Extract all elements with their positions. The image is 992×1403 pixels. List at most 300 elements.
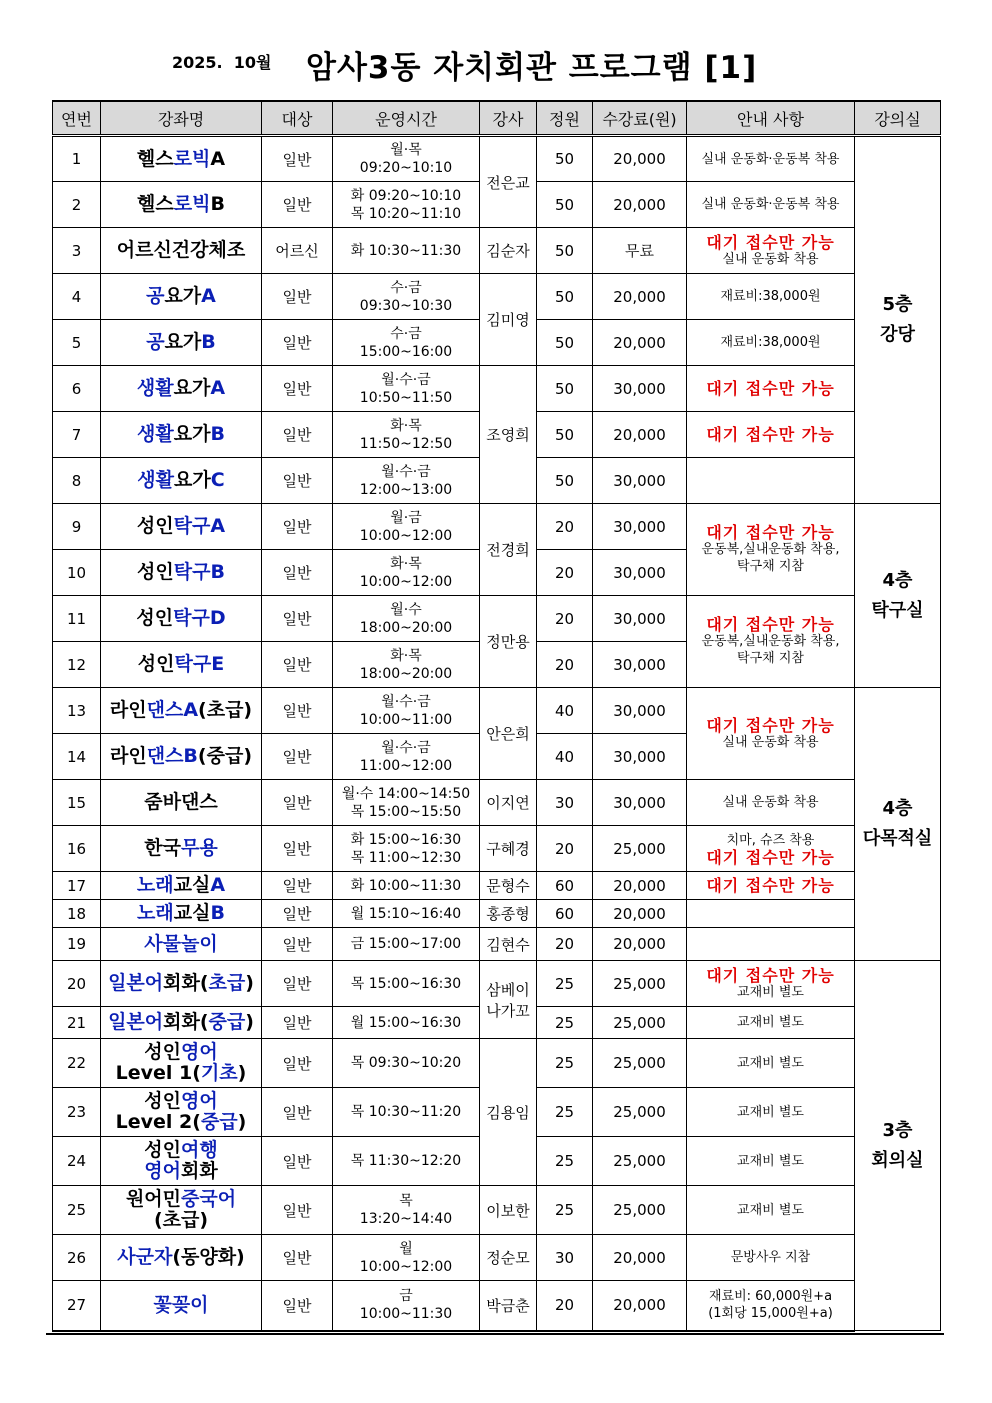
table-row [53, 1039, 941, 1088]
instructor-name [480, 1186, 537, 1235]
table-row [53, 1235, 941, 1281]
note-line: 운동복,실내운동화 착용, [701, 542, 840, 557]
notes-cell [687, 504, 855, 596]
header-time: 운영시간 [333, 101, 480, 136]
instructor-name [480, 596, 537, 688]
course-name-part: 노래 [136, 874, 174, 896]
course-name-part: 성인 [137, 653, 175, 675]
schedule-line: 목 09:30~10:20 [350, 1055, 462, 1071]
row-number: 17 [53, 872, 101, 900]
capacity: 60 [537, 872, 593, 900]
target-audience: 일반 [262, 596, 333, 642]
tuition-fee: 25,000 [593, 1088, 687, 1137]
target-audience: 어르신 [262, 228, 333, 274]
instructor-line: 정순모 [486, 1249, 530, 1267]
instructor-line: 이지연 [486, 794, 530, 812]
course-name-part: Level 2( [115, 1111, 201, 1133]
row-number: 19 [53, 928, 101, 961]
target-audience: 일반 [262, 504, 333, 550]
row-number: 2 [53, 182, 101, 228]
course-name-part: 성인 [136, 515, 174, 537]
schedule-line: 18:00~20:00 [359, 619, 453, 636]
bottom-rule [46, 1333, 944, 1335]
course-name-part: 초급 [208, 972, 246, 994]
course-name-part: 여행 [181, 1139, 218, 1161]
row-number: 3 [53, 228, 101, 274]
classroom [855, 688, 941, 961]
table-row [53, 688, 941, 734]
course-name-part: A [210, 147, 226, 170]
tuition-fee: 20,000 [593, 1235, 687, 1281]
course-name-part: A [210, 874, 226, 896]
notes-cell [687, 136, 855, 182]
course-name-part: 회화( [163, 972, 209, 994]
course-name-part: 요가 [173, 377, 211, 399]
capacity: 20 [537, 1281, 593, 1331]
course-name-part: A [210, 377, 226, 399]
capacity: 20 [537, 596, 593, 642]
schedule-line: 목 15:00~16:30 [350, 975, 462, 992]
instructor-name [480, 826, 537, 872]
course-name-part: 성인 [144, 1139, 181, 1161]
instructor-name [480, 274, 537, 366]
notes-cell [687, 458, 855, 504]
tuition-fee: 25,000 [593, 1039, 687, 1088]
target-audience: 일반 [262, 182, 333, 228]
note-line: 교재비 별도 [737, 1104, 804, 1120]
notes-cell [687, 1137, 855, 1186]
note-line: 교재비 별도 [737, 984, 804, 1000]
waitlist-notice: 대기 접수만 가능 [706, 232, 835, 252]
schedule-line: 수·금 [390, 279, 422, 296]
row-number: 26 [53, 1235, 101, 1281]
course-name [101, 1137, 262, 1186]
notes-cell [687, 872, 855, 900]
row-number: 25 [53, 1186, 101, 1235]
schedule-line: 월·수·금 [381, 739, 431, 756]
capacity: 20 [537, 826, 593, 872]
header-room: 강의실 [855, 101, 941, 136]
schedule-time [333, 642, 480, 688]
notes-cell [687, 366, 855, 412]
classroom [855, 504, 941, 688]
classroom-line: 강당 [880, 324, 915, 345]
target-audience: 일반 [262, 1186, 333, 1235]
row-number: 14 [53, 734, 101, 780]
schedule-line: 10:50~11:50 [359, 389, 453, 406]
instructor-name [480, 1039, 537, 1186]
course-name-part: E [211, 653, 225, 675]
schedule-time [333, 274, 480, 320]
capacity: 25 [537, 1007, 593, 1039]
row-number: 20 [53, 961, 101, 1007]
tuition-fee: 30,000 [593, 596, 687, 642]
classroom [855, 961, 941, 1331]
target-audience: 일반 [262, 780, 333, 826]
course-name-part: B [210, 423, 225, 445]
course-name [101, 136, 262, 182]
course-name-part: 성인 [144, 1090, 181, 1112]
tuition-fee: 25,000 [593, 961, 687, 1007]
notes-cell [687, 688, 855, 780]
capacity: 20 [537, 928, 593, 961]
course-name [101, 182, 262, 228]
course-name-part: 탁구 [173, 515, 211, 537]
notes-cell [687, 1235, 855, 1281]
course-name [101, 366, 262, 412]
course-name-part: ) [237, 1111, 247, 1133]
tuition-fee: 20,000 [593, 136, 687, 182]
tuition-fee: 30,000 [593, 366, 687, 412]
instructor-line: 삼베이 [486, 980, 530, 999]
target-audience: 일반 [262, 1007, 333, 1039]
header-capacity: 정원 [537, 101, 593, 136]
course-name-part: 요가 [174, 469, 211, 491]
row-number: 11 [53, 596, 101, 642]
notes-cell [687, 320, 855, 366]
course-name-part: 영어 [181, 1090, 218, 1112]
note-line: 실내 운동화 착용 [722, 251, 819, 267]
notes-cell [687, 412, 855, 458]
schedule-line: 09:20~10:10 [359, 160, 453, 176]
course-name [101, 826, 262, 872]
tuition-fee: 20,000 [593, 900, 687, 928]
schedule-line: 18:00~20:00 [359, 665, 453, 682]
tuition-fee: 20,000 [593, 182, 687, 228]
course-name-part: 성인 [144, 1041, 181, 1063]
header-target: 대상 [262, 101, 333, 136]
row-number: 12 [53, 642, 101, 688]
schedule-line: 목 11:00~12:30 [350, 849, 462, 866]
course-name [101, 928, 262, 961]
schedule-time [333, 320, 480, 366]
schedule-line: 11:00~12:00 [359, 757, 453, 774]
target-audience: 일반 [262, 1039, 333, 1088]
header-instructor: 강사 [480, 101, 537, 136]
note-line: 교재비 별도 [737, 1153, 804, 1169]
schedule-line: 목 [399, 1193, 413, 1209]
capacity: 50 [537, 366, 593, 412]
program-table [52, 100, 941, 1332]
instructor-line: 정만용 [486, 633, 530, 651]
course-name [101, 1039, 262, 1088]
schedule-line: 화 10:30~11:30 [350, 242, 462, 259]
row-number: 6 [53, 366, 101, 412]
table-row [53, 274, 941, 320]
course-name-part: B [210, 902, 225, 924]
table-row [53, 780, 941, 826]
classroom-line: 5층 [882, 294, 913, 315]
instructor-line: 김순자 [486, 242, 530, 260]
course-name-part: 탁구 [174, 653, 212, 675]
notes-cell [687, 826, 855, 872]
course-name [101, 274, 262, 320]
target-audience: 일반 [262, 320, 333, 366]
course-name [101, 1186, 262, 1235]
target-audience: 일반 [262, 900, 333, 928]
schedule-time [333, 228, 480, 274]
instructor-line: 이보한 [486, 1201, 530, 1220]
course-name [101, 550, 262, 596]
course-name-part: 사물놀이 [144, 932, 218, 955]
capacity: 20 [537, 504, 593, 550]
course-name-part: 헬스 [136, 147, 174, 170]
schedule-time [333, 928, 480, 961]
tuition-fee: 30,000 [593, 734, 687, 780]
table-row [53, 961, 941, 1007]
notes-cell [687, 1281, 855, 1331]
course-name [101, 596, 262, 642]
capacity: 50 [537, 458, 593, 504]
schedule-time [333, 961, 480, 1007]
course-name-part: (초급) [153, 1209, 209, 1231]
schedule-line: 10:00~11:00 [359, 711, 453, 728]
notes-cell [687, 780, 855, 826]
note-line: 교재비 별도 [737, 1015, 804, 1030]
instructor-name [480, 688, 537, 780]
row-number: 9 [53, 504, 101, 550]
tuition-fee: 20,000 [593, 1281, 687, 1331]
tuition-fee: 30,000 [593, 780, 687, 826]
course-name [101, 458, 262, 504]
tuition-fee: 25,000 [593, 1137, 687, 1186]
note-line: 교재비 별도 [737, 1202, 804, 1218]
course-name-part: 기초 [200, 1062, 238, 1084]
waitlist-notice: 대기 접수만 가능 [706, 523, 835, 542]
course-name-part: (중급) [197, 745, 252, 767]
title-date: 2025. 10월 [172, 53, 272, 72]
note-line: 탁구채 지참 [737, 559, 804, 574]
instructor-line: 전은교 [486, 173, 530, 192]
table-row [53, 504, 941, 550]
course-name-part: 헬스 [137, 193, 174, 215]
note-line: 재료비:38,000원 [720, 335, 821, 350]
schedule-time [333, 1007, 480, 1039]
waitlist-notice: 대기 접수만 가능 [706, 615, 835, 634]
instructor-line: 전경희 [486, 541, 530, 559]
classroom-line: 탁구실 [871, 599, 924, 621]
instructor-line: 구혜경 [486, 840, 530, 858]
tuition-fee: 30,000 [593, 688, 687, 734]
schedule-line: 목 15:00~15:50 [350, 803, 462, 820]
schedule-line: 화 15:00~16:30 [350, 831, 462, 848]
tuition-fee: 25,000 [593, 826, 687, 872]
schedule-line: 화 10:00~11:30 [350, 877, 462, 894]
tuition-fee: 20,000 [593, 872, 687, 900]
schedule-time [333, 872, 480, 900]
schedule-time [333, 780, 480, 826]
classroom-line: 4층 [882, 569, 913, 591]
course-name-part: 요가 [164, 285, 202, 307]
course-name [101, 1007, 262, 1039]
schedule-line: 월·수·금 [381, 693, 431, 710]
course-name [101, 734, 262, 780]
course-name-part: 한국 [144, 837, 181, 859]
instructor-name [480, 366, 537, 504]
schedule-line: 월·금 [390, 509, 422, 526]
note-line: 교재비 별도 [737, 1055, 804, 1071]
schedule-time [333, 1235, 480, 1281]
row-number: 13 [53, 688, 101, 734]
instructor-line: 박금춘 [486, 1296, 530, 1315]
row-number: 18 [53, 900, 101, 928]
course-name [101, 1088, 262, 1137]
course-name-part: 댄스B [146, 745, 198, 767]
schedule-line: 월·목 [390, 142, 422, 158]
target-audience: 일반 [262, 826, 333, 872]
instructor-line: 조영희 [486, 426, 530, 444]
tuition-fee: 30,000 [593, 550, 687, 596]
course-name-part: ) [245, 1011, 254, 1033]
capacity: 25 [537, 1039, 593, 1088]
schedule-line: 월 [399, 1240, 413, 1257]
instructor-name [480, 228, 537, 274]
course-name [101, 872, 262, 900]
course-name-part: 생활 [136, 377, 174, 399]
notes-cell [687, 1007, 855, 1039]
instructor-line: 문형수 [486, 877, 530, 895]
schedule-line: 10:00~12:00 [359, 573, 453, 590]
table-row [53, 366, 941, 412]
row-number: 23 [53, 1088, 101, 1137]
course-name-part: ) [237, 1062, 247, 1084]
schedule-line: 월 15:00~16:30 [350, 1014, 462, 1031]
course-name-part: 일본어 [108, 972, 164, 994]
course-name-part: 노래 [137, 902, 174, 924]
row-number: 7 [53, 412, 101, 458]
row-number: 15 [53, 780, 101, 826]
schedule-line: 월·수 14:00~14:50 [341, 785, 471, 802]
note-line: 치마, 슈즈 착용 [726, 832, 815, 848]
classroom-line: 다목적실 [862, 828, 933, 849]
schedule-time [333, 412, 480, 458]
schedule-time [333, 1281, 480, 1331]
schedule-time [333, 366, 480, 412]
course-name [101, 688, 262, 734]
target-audience: 일반 [262, 274, 333, 320]
course-name-part: 일본어 [108, 1011, 164, 1033]
schedule-line: 월·수 [390, 601, 422, 618]
course-name-part: 회화( [163, 1011, 209, 1033]
notes-cell [687, 900, 855, 928]
notes-cell [687, 928, 855, 961]
tuition-fee: 20,000 [593, 274, 687, 320]
schedule-line: 화·목 [390, 647, 422, 664]
capacity: 40 [537, 734, 593, 780]
course-name-part: 영어 [144, 1160, 181, 1182]
classroom-line: 4층 [882, 798, 913, 819]
notes-cell [687, 1186, 855, 1235]
table-row [53, 596, 941, 642]
row-number: 16 [53, 826, 101, 872]
course-name-part: 꽃꽂이 [153, 1293, 209, 1316]
row-number: 27 [53, 1281, 101, 1331]
target-audience: 일반 [262, 642, 333, 688]
schedule-line: 15:00~16:00 [359, 343, 453, 360]
course-name-part: 생활 [137, 423, 174, 445]
target-audience: 일반 [262, 366, 333, 412]
tuition-fee: 30,000 [593, 504, 687, 550]
capacity: 50 [537, 136, 593, 182]
schedule-line: 월 15:10~16:40 [350, 905, 462, 922]
capacity: 50 [537, 412, 593, 458]
schedule-line: 11:50~12:50 [359, 435, 453, 452]
note-line: 탁구채 지참 [737, 651, 804, 666]
instructor-name [480, 136, 537, 228]
schedule-time [333, 182, 480, 228]
course-name-part: 요가 [173, 423, 211, 445]
table-row [53, 1186, 941, 1235]
instructor-name [480, 872, 537, 900]
course-name-part: 중급 [200, 1111, 238, 1133]
classroom-line: 회의실 [871, 1149, 924, 1171]
header-notes: 안내 사항 [687, 101, 855, 136]
schedule-line: 월·수·금 [381, 463, 431, 480]
instructor-name [480, 504, 537, 596]
note-line: 실내 운동화 착용 [722, 734, 819, 750]
course-name-part: B [210, 193, 225, 215]
note-line: 재료비:38,000원 [720, 289, 821, 304]
instructor-line: 홍종형 [486, 905, 530, 923]
course-name-part: 공 [146, 331, 165, 353]
schedule-line: 수·금 [390, 325, 422, 342]
classroom [855, 136, 941, 504]
course-name-part: 무용 [181, 837, 218, 859]
note-line: 실내 운동화·운동복 착용 [701, 197, 840, 212]
course-name-part: 공 [146, 285, 165, 307]
course-name [101, 228, 262, 274]
course-name-part: 탁구 [173, 607, 210, 629]
table-row [53, 872, 941, 900]
schedule-time [333, 826, 480, 872]
target-audience: 일반 [262, 872, 333, 900]
course-name-part: 로빅 [173, 147, 211, 170]
schedule-line: 10:00~12:00 [359, 527, 453, 544]
instructor-line: 나가꼬 [486, 1001, 530, 1020]
schedule-time [333, 1137, 480, 1186]
course-name-part: C [210, 469, 225, 491]
schedule-time [333, 504, 480, 550]
course-name-part: (동양화) [172, 1246, 245, 1268]
course-name-part: 성인 [136, 607, 174, 629]
course-name-part: 요가 [164, 331, 202, 353]
tuition-fee: 30,000 [593, 642, 687, 688]
instructor-name [480, 900, 537, 928]
table-row [53, 928, 941, 961]
schedule-time [333, 1088, 480, 1137]
course-name-part: 중국어 [181, 1188, 237, 1210]
note-line: (1회당 15,000원+a) [708, 1306, 833, 1322]
row-number: 10 [53, 550, 101, 596]
course-name [101, 642, 262, 688]
target-audience: 일반 [262, 458, 333, 504]
schedule-time [333, 136, 480, 182]
capacity: 40 [537, 688, 593, 734]
schedule-time [333, 900, 480, 928]
course-name-part: A [210, 515, 226, 537]
capacity: 25 [537, 961, 593, 1007]
course-name-part: 로빅 [173, 193, 211, 215]
instructor-name [480, 1281, 537, 1331]
course-name-part: D [209, 607, 226, 629]
tuition-fee: 무료 [593, 228, 687, 274]
row-number: 22 [53, 1039, 101, 1088]
note-line: 실내 운동화·운동복 착용 [701, 151, 840, 167]
course-name [101, 1281, 262, 1331]
notes-cell [687, 961, 855, 1007]
instructor-name [480, 1235, 537, 1281]
schedule-time [333, 458, 480, 504]
